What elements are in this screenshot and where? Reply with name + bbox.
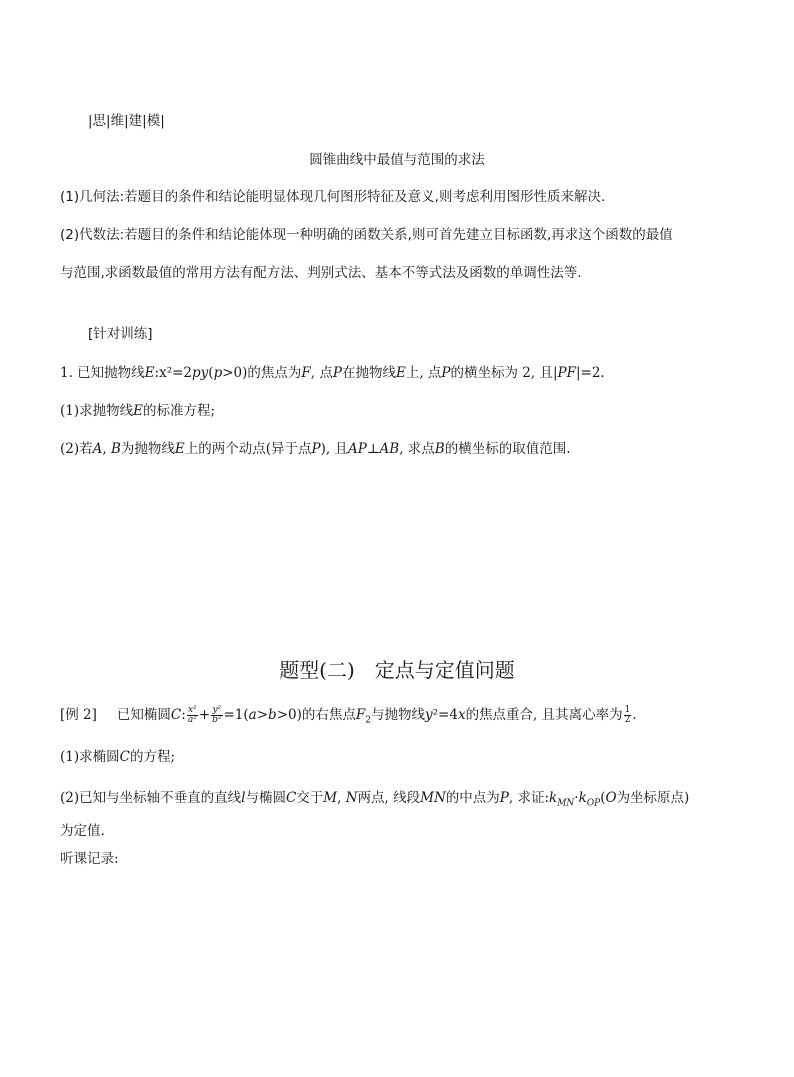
ex2-q2-var-k1: k [549,790,558,806]
q1-1-text: (1)求抛物线 [60,403,134,419]
method-paragraph-2b: 与范围,求函数最值的常用方法有配方法、判别式法、基本不等式法及函数的单调性法等. [60,265,582,281]
method-paragraph-1: (1)几何法:若题目的条件和结论能明显体现几何图形特征及意义,则考虑利用图形性质来解决. [60,189,606,205]
example-2-part-2-continued: 为定值. [60,823,105,839]
q1-2-perp: ⊥ [366,441,380,457]
q1-2-var-b2: B [434,441,445,457]
fraction-x2-a2 [187,706,198,725]
q1-var-p: p [213,365,223,381]
ex2-q2-sub-mn: MN [557,798,575,809]
method-title: 圆锥曲线中最值与范围的求法 [309,152,485,168]
q1-text-a: 1. 已知抛物线 [60,365,145,381]
q1-text-q: |=2. [575,365,605,381]
q1-var-pf: PF [557,365,576,381]
ex2-a: 已知椭圆 [116,707,171,723]
q1-var-p2: P [332,365,342,381]
ex2-q1-a: (1)求椭圆 [60,749,120,765]
fraction-one-half [624,706,632,725]
q1-2-g: 上的两个动点(异于点 [184,441,312,457]
section-tag: |思|维|建|模| [88,113,165,129]
q1-2-a: (2)若 [60,441,93,457]
ex2-q2-var-m: M [323,790,338,806]
q1-var-py: py [192,365,209,381]
ex2-q2-dot: · [574,790,579,806]
ex2-q2-sub-op: OP [586,798,601,809]
ex2-var-b: b [268,707,277,723]
q1-text-m: 上, 点 [405,365,442,381]
ex2-q2-var-mn: MN [420,790,446,806]
ex2-var-a: a [248,707,257,723]
ex2-colon: : [181,707,186,723]
section-title-type-2: 题型(二) 定点与定值问题 [279,658,515,682]
q1-text-k: 在抛物线 [341,365,396,381]
ex2-q2-q: ( [600,790,606,806]
practice-label: [针对训练] [88,326,153,342]
q1-2-var-b: B [110,441,121,457]
frac2-den: b² [212,715,222,725]
ex2-q1-c: 的方程; [129,749,176,765]
q1-2-e: 为抛物线 [120,441,175,457]
ex2-var-y: y [424,707,433,723]
q1-2-c: , [102,441,111,457]
q1-2-m: , 求点 [399,441,435,457]
ex2-var-f: F [355,707,366,723]
ex2-d: =1( [223,707,249,723]
method-paragraph-2a: (2)代数法:若题目的条件和结论能体现一种明确的函数关系,则可首先建立目标函数,再求这个函数的最值 [60,227,673,243]
q1-var-e2: E [395,365,406,381]
q1-1-var-e: E [133,403,143,419]
q1-text-e: ( [208,365,214,381]
q1-text-i: , 点 [310,365,333,381]
ex2-q2-m: , 求证: [508,790,549,806]
ex2-q2-var-n: N [345,790,358,806]
frac1-num: x² [187,705,197,715]
q1-2-var-ap: AP [347,441,367,457]
frac3-den: 2 [624,715,631,725]
example-2-label: [例 2] [60,707,97,723]
q1-2-var-p: P [311,441,321,457]
frac1-den: a² [187,715,197,725]
ex2-q2-var-o: O [605,790,617,806]
q1-2-o: 的横坐标的取值范围. [444,441,571,457]
ex2-q2-e: 交于 [296,790,324,806]
practice-question-1-part-2 [60,440,571,458]
q1-text-g: >0)的焦点为 [222,365,302,381]
ex2-j: 与抛物线 [370,707,425,723]
ex2-q1-var-c: C [119,749,130,765]
q1-text-o: 的横坐标为 2, 且| [450,365,558,381]
ex2-q2-g: , [337,790,346,806]
ex2-plus: + [198,707,211,723]
q1-var-e: E [144,365,155,381]
ex2-var-x: x [457,707,466,723]
frac2-num: y² [212,705,222,715]
practice-question-1 [60,364,605,382]
frac3-num: 1 [624,705,631,715]
q1-text-c: :x²=2 [154,365,193,381]
ex2-l: ²=4 [432,707,458,723]
example-2-stem [60,706,637,730]
ex2-var-c: C [170,707,182,723]
q1-1-tail: 的标准方程; [142,403,216,419]
q1-var-f: F [301,365,311,381]
example-2-part-1 [60,748,175,766]
ex2-var-f-sub: 2 [365,715,371,726]
ex2-q2-var-l: l [241,790,246,806]
ex2-f: > [256,707,269,723]
ex2-o: . [632,707,637,723]
notes-label: 听课记录: [60,851,119,867]
ex2-q2-c: 与椭圆 [245,790,286,806]
ex2-q2-a: (2)已知与坐标轴不垂直的直线 [60,790,242,806]
ex2-q2-var-c: C [285,790,297,806]
q1-2-var-a: A [92,441,103,457]
ex2-q2-var-p: P [499,790,509,806]
q1-2-var-e: E [174,441,185,457]
ex2-q2-k: 的中点为 [445,790,500,806]
ex2-h: >0)的右焦点 [276,707,356,723]
q1-2-var-ab: AB [379,441,400,457]
fraction-y2-b2 [211,706,222,725]
practice-question-1-part-1 [60,402,215,420]
q1-2-i: ), 且 [320,441,348,457]
ex2-q2-i: 两点, 线段 [357,790,421,806]
ex2-n: 的焦点重合, 且其离心率为 [465,707,623,723]
q1-var-p3: P [441,365,451,381]
example-2-part-2 [60,789,689,813]
ex2-q2-s: 为坐标原点) [616,790,690,806]
ex2-q2-var-k2: k [578,790,587,806]
